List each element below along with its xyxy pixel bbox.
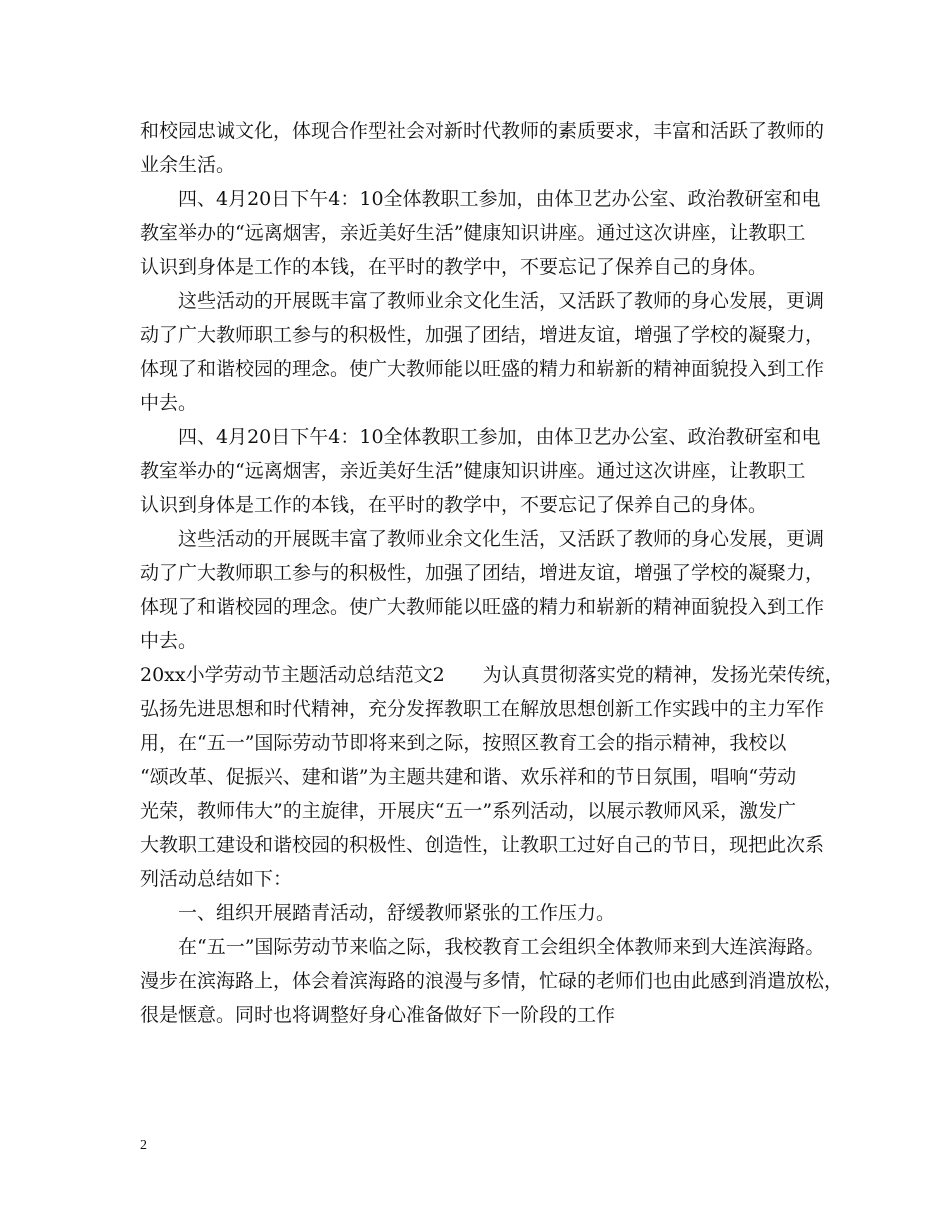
text-line: 动了广大教师职工参与的积极性，加强了团结，增进友谊，增强了学校的凝聚力，: [140, 324, 825, 346]
text-line: 大教职工建设和谐校园的积极性、创造性，让教职工过好自己的节日，现把此次系: [140, 834, 825, 856]
text-line: 用，在“五一”国际劳动节即将来到之际，按照区教育工会的指示精神，我校以: [140, 732, 787, 754]
text-line: 认识到身体是工作的本钱，在平时的教学中，不要忘记了保养自己的身体。: [140, 256, 768, 278]
document-body: [140, 114, 844, 1032]
text-line: 弘扬先进思想和时代精神，充分发挥教职工在解放思想创新工作实践中的主力军作: [140, 698, 825, 720]
text-line: 列活动总结如下：: [140, 868, 293, 890]
text-line: 中去。: [140, 630, 198, 652]
text-line: 业余生活。: [140, 154, 236, 176]
text-line: 光荣，教师伟大”的主旋律，开展庆“五一”系列活动，以展示教师风采，激发广: [140, 800, 797, 822]
text-line: 动了广大教师职工参与的积极性，加强了团结，增进友谊，增强了学校的凝聚力，: [140, 562, 825, 584]
text-line: 在“五一”国际劳动节来临之际，我校教育工会组织全体教师来到大连滨海路。: [140, 936, 825, 958]
text-line: “颂改革、促振兴、建和谐”为主题共建和谐、欢乐祥和的节日氛围，唱响“劳动: [140, 766, 797, 788]
text-line: 四、4月20日下午4：10全体教职工参加，由体卫艺办公室、政治教研室和电: [140, 188, 821, 210]
text-line: 体现了和谐校园的理念。使广大教师能以旺盛的精力和崭新的精神面貌投入到工作: [140, 596, 825, 618]
text-line: 教室举办的“远离烟害，亲近美好生活”健康知识讲座。通过这次讲座，让教职工: [140, 222, 806, 244]
text-line: 认识到身体是工作的本钱，在平时的教学中，不要忘记了保养自己的身体。: [140, 494, 768, 516]
text-line: 这些活动的开展既丰富了教师业余文化生活，又活跃了教师的身心发展，更调: [140, 528, 825, 550]
text-line: 一、组织开展踏青活动，舒缓教师紧张的工作压力。: [140, 902, 616, 924]
text-line: 这些活动的开展既丰富了教师业余文化生活，又活跃了教师的身心发展，更调: [140, 290, 825, 312]
text-line: 体现了和谐校园的理念。使广大教师能以旺盛的精力和崭新的精神面貌投入到工作: [140, 358, 825, 380]
section-heading-line: 20xx小学劳动节主题活动总结范文2 为认真贯彻落实党的精神，发扬光荣传统，: [140, 664, 844, 686]
text-line: 四、4月20日下午4：10全体教职工参加，由体卫艺办公室、政治教研室和电: [140, 426, 821, 448]
page-number: 2: [140, 1138, 147, 1153]
text-line: 漫步在滨海路上，体会着滨海路的浪漫与多情，忙碌的老师们也由此感到消遣放松，: [140, 970, 844, 992]
text-line: 中去。: [140, 392, 198, 414]
text-line: 教室举办的“远离烟害，亲近美好生活”健康知识讲座。通过这次讲座，让教职工: [140, 460, 806, 482]
text-line: 和校园忠诚文化，体现合作型社会对新时代教师的素质要求，丰富和活跃了教师的: [140, 120, 825, 142]
text-line: 很是惬意。同时也将调整好身心准备做好下一阶段的工作: [140, 1004, 616, 1026]
